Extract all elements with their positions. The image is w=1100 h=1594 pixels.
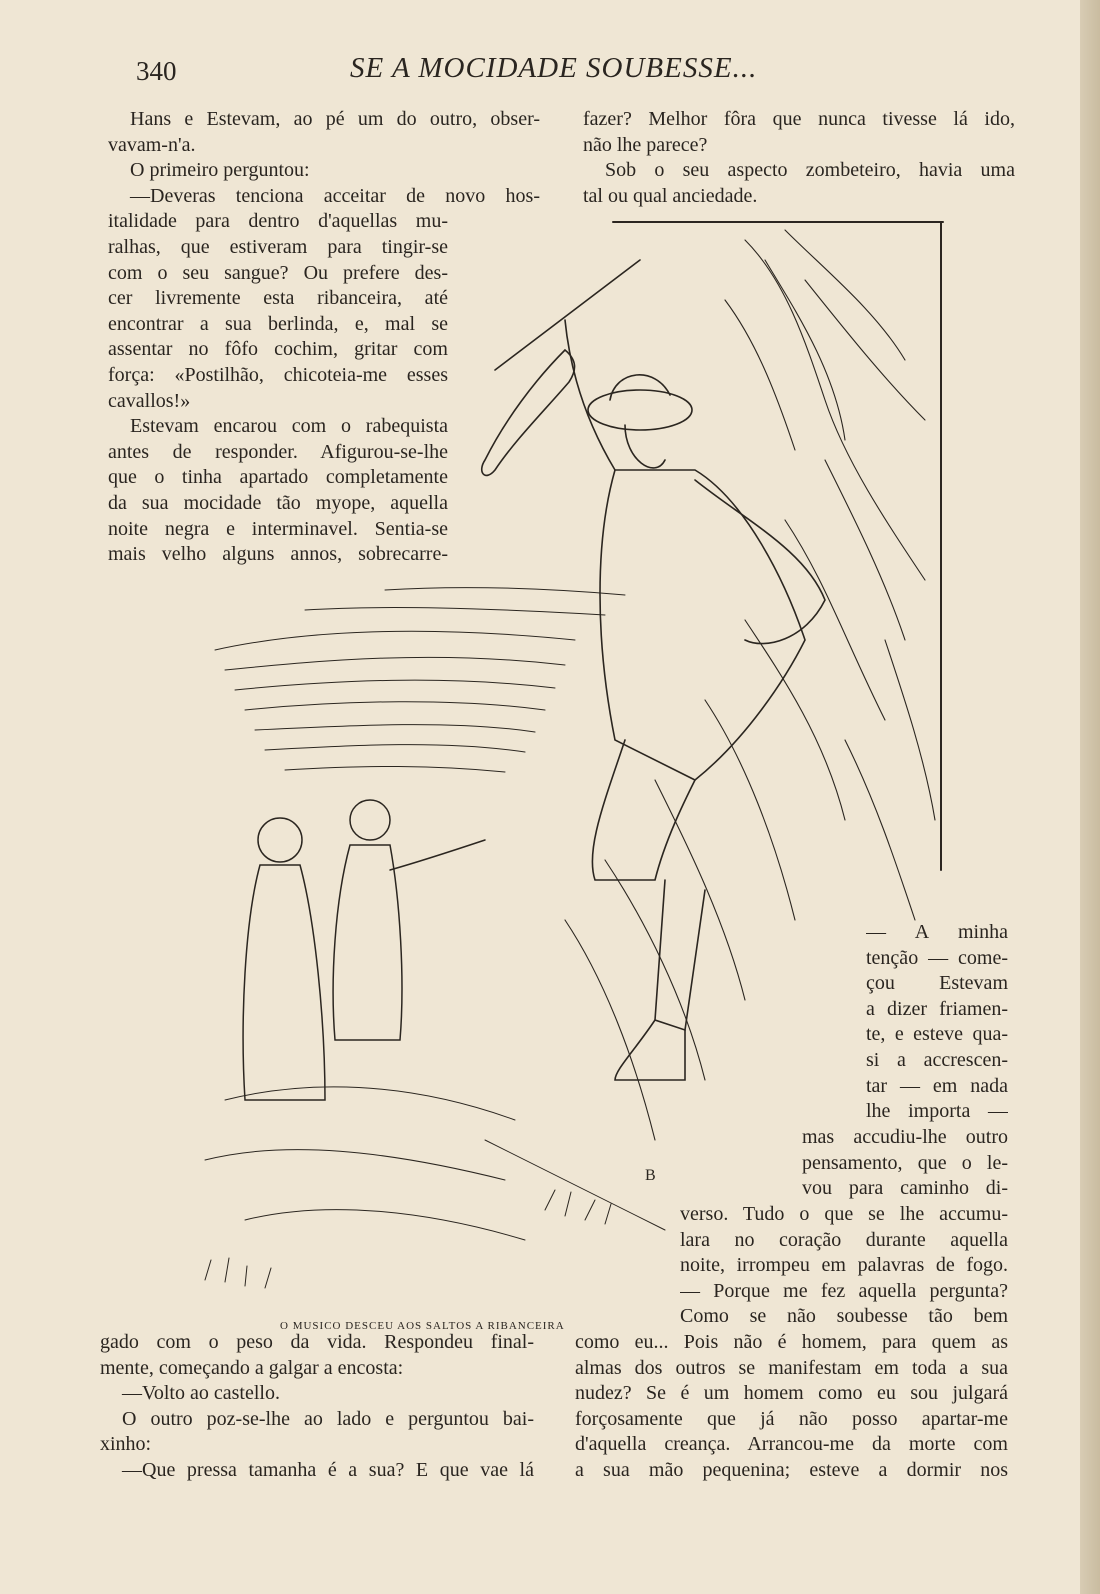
text-line: antes de responder. Afigurou-se-lhe [108,440,448,463]
text-line: çou Estevam [866,972,1008,995]
text-line: tal ou qual anciedade. [583,184,758,207]
text-line: a sua mão pequenina; esteve a dormir nos [575,1458,1008,1481]
text-line: noite, irrompeu em palavras de fogo. [680,1254,1008,1277]
background-landscape [215,588,625,772]
text-line: força: «Postilhão, chicoteia-me esses [108,363,448,386]
text-line: mais velho alguns annos, sobrecarre- [108,543,448,566]
text-line: mas accudiu-lhe outro [802,1126,1008,1148]
left-column-bottom [100,1330,534,1484]
violin [482,260,640,475]
running-title: SE A MOCIDADE SOUBESSE... [350,52,758,84]
text-line: tar — em nada [866,1074,1008,1097]
text-line: verso. Tudo o que se lhe accumu- [680,1203,1008,1225]
text-line: não lhe parece? [583,133,708,156]
text-line: cavallos!» [108,389,191,412]
text-line: O outro poz-se-lhe ao lado e perguntou bai- [122,1407,534,1430]
text-line: Como se não soubesse tão bem [680,1305,1008,1328]
page-number: 340 [136,56,177,86]
right-column-wide [680,1202,1008,1330]
text-line: Estevam encarou com o rabequista [130,415,448,438]
text-line: si a accrescen- [866,1048,1008,1071]
text-line: ralhas, que estiveram para tingir-se [108,235,448,258]
text-line: vavam-n'a. [108,133,196,156]
text-line: —Que pressa tamanha é a sua? E que vae lá [122,1458,534,1481]
text-line: O primeiro perguntou: [130,159,310,182]
illustration-caption: O MUSICO DESCEU AOS SALTOS A RIBANCEIRA [280,1320,565,1332]
text-line: pensamento, que o le- [802,1151,1008,1174]
text-line: noite negra e interminavel. Sentia-se [108,517,448,540]
text-line: lhe importa — [866,1100,1008,1123]
right-column-bottom [575,1330,1008,1484]
text-line: Hans e Estevam, ao pé um do outro, obser- [130,108,540,130]
right-column-narrow [866,920,1008,1125]
text-line: almas dos outros se manifestam em toda a sua [575,1356,1008,1379]
page-edge [1080,0,1100,1594]
text-line: — Porque me fez aquella pergunta? [680,1279,1008,1302]
text-line: que o tinha apartado completamente [108,466,448,489]
text-line: te, e esteve qua- [866,1023,1008,1046]
text-line: gado com o peso da vida. Respondeu final- [100,1331,534,1353]
text-line: tenção — come- [866,946,1008,969]
right-column-top [583,107,1015,209]
text-line: assentar no fôfo cochim, gritar com [108,338,448,361]
text-line: forçosamente que já não posso apartar-me [575,1407,1008,1430]
text-line: nudez? Se é um homem como eu sou julgará [575,1382,1008,1405]
right-column-mid [802,1125,1008,1202]
text-line: a dizer friamen- [866,997,1008,1020]
musician-figure [565,320,825,1080]
text-line: como eu... Pois não é homem, para quem as [575,1331,1008,1353]
text-line: encontrar a sua berlinda, e, mal se [108,312,448,335]
text-line: lara no coração durante aquella [680,1228,1008,1251]
text-line: cer livremente esta ribanceira, até [108,287,448,310]
text-line: mente, começando a galgar a encosta: [100,1356,404,1379]
text-line: — A minha [866,921,1008,943]
foreground-grass [205,1087,665,1288]
text-line: —Volto ao castello. [122,1382,280,1405]
text-line: fazer? Melhor fôra que nunca tivesse lá ido, [583,108,1015,130]
text-line: —Deveras tenciona acceitar de novo hos- [130,184,540,207]
text-line: com o seu sangue? Ou prefere des- [108,261,448,284]
text-line: d'aquella creança. Arrancou-me da morte com [575,1433,1008,1456]
couple-figures [243,800,485,1100]
text-line: vou para caminho di- [802,1177,1008,1200]
artist-signature: B [645,1167,656,1184]
text-line: Sob o seu aspecto zombeteiro, havia uma [605,159,1015,182]
text-line: xinho: [100,1433,152,1456]
text-line: italidade para dentro d'aquellas mu- [108,210,448,233]
text-line: da sua mocidade tão myope, aquella [108,491,448,514]
